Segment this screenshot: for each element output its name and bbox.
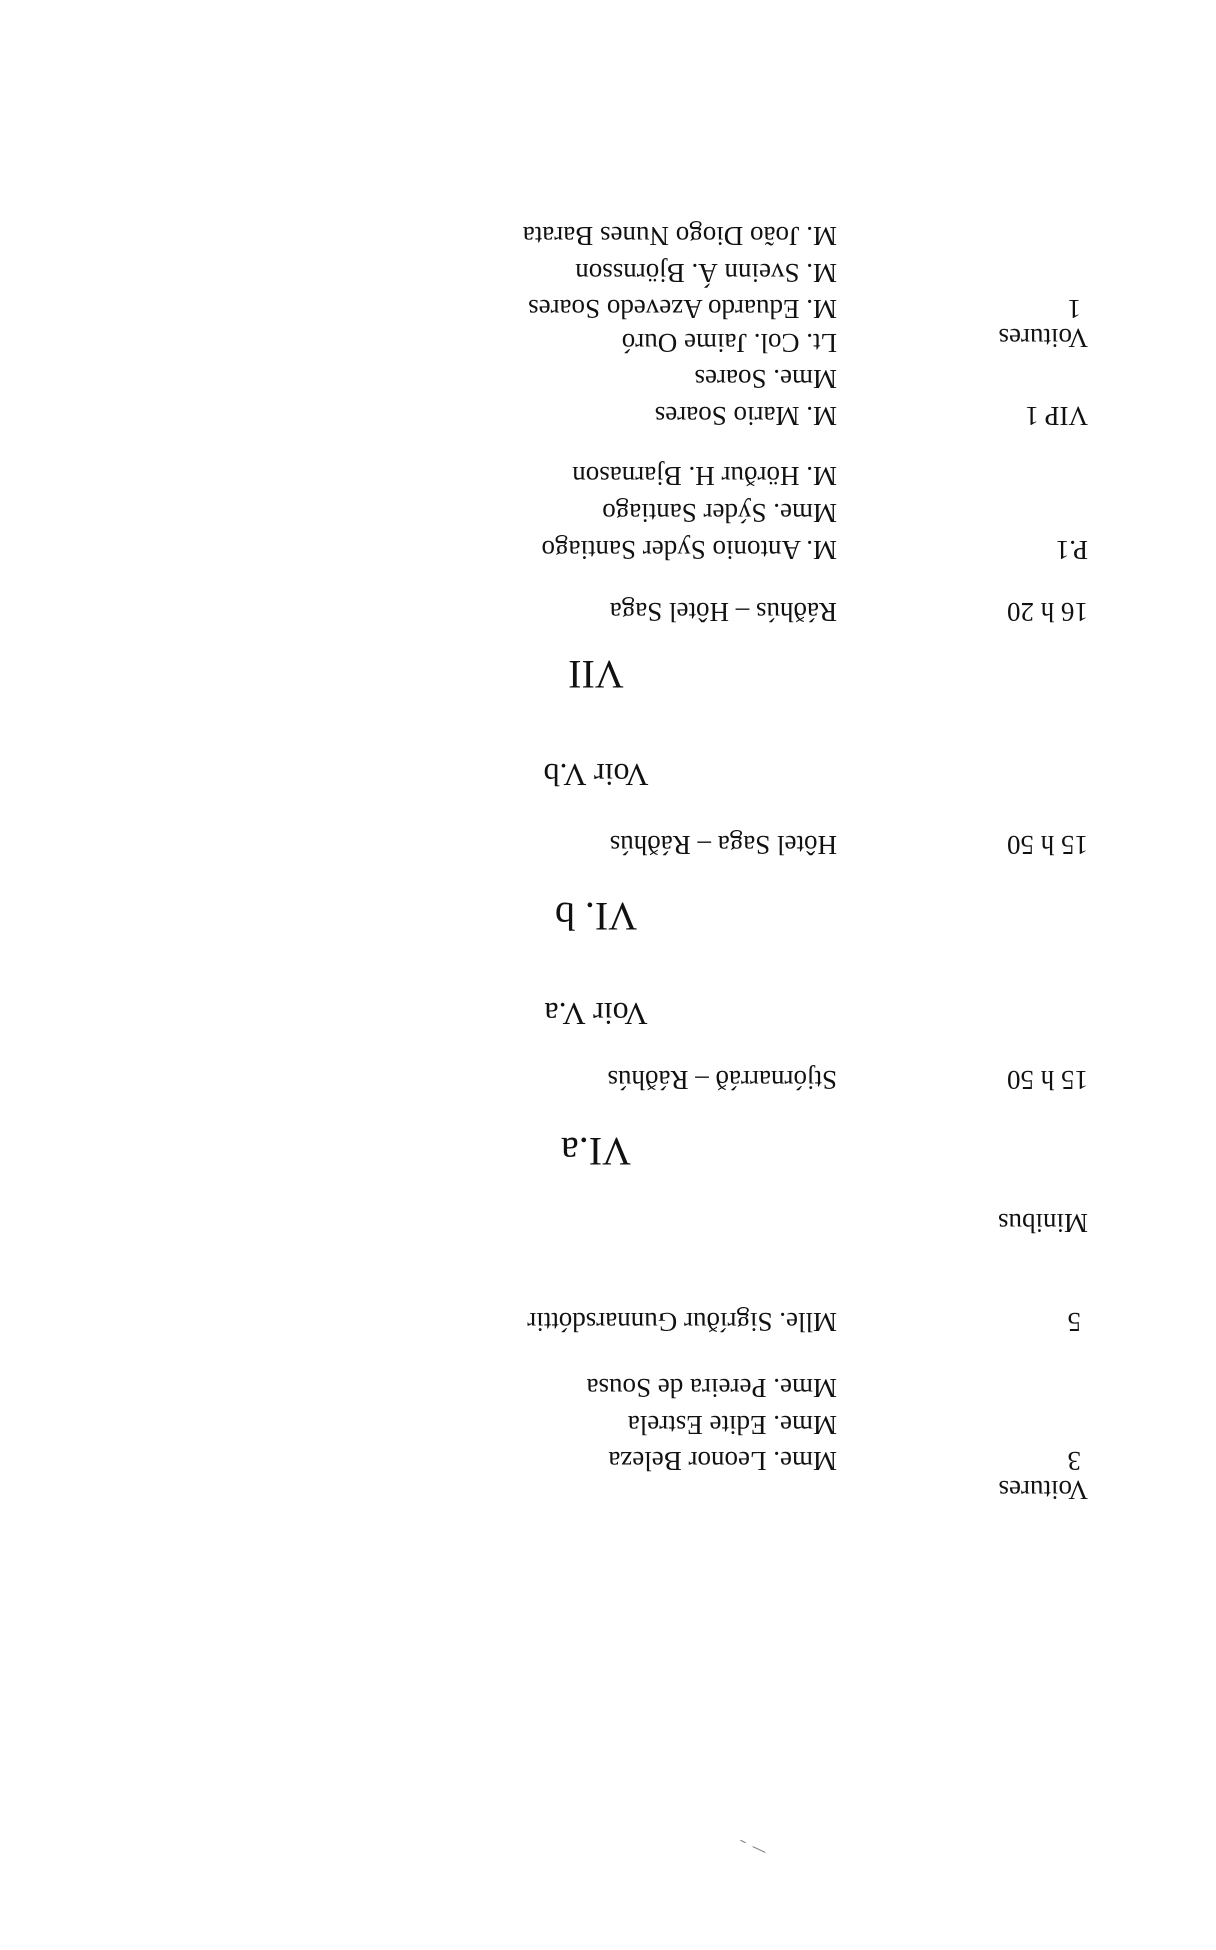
cross-reference: Voir V.a [544, 996, 648, 1032]
departure-time: 15 h 50 [1007, 830, 1088, 860]
passenger-name: M. João Diogo Nunes Barata [522, 221, 837, 251]
passenger-name: Lt. Col. Jaime Ouró [621, 328, 837, 358]
section-heading: VI. b [554, 894, 638, 939]
route: Hôtel Saga – Ráðhús [609, 830, 837, 860]
passenger-name: M. Antonio Syder Santiago [541, 535, 837, 565]
vehicle-label: Minibus [997, 1208, 1088, 1238]
passenger-name: Mme. Soares [694, 364, 837, 394]
passenger-name: Mme. Edite Estrela [627, 1410, 837, 1440]
section-heading: VI.a [561, 1129, 631, 1174]
passenger-name: Mlle. Sigríður Gunnarsdóttir [527, 1307, 837, 1337]
passenger-name: M. Sveinn Á. Björnsson [575, 258, 837, 288]
route: Ráðhús – Hôtel Saga [609, 597, 837, 627]
departure-time: 16 h 20 [1007, 597, 1088, 627]
scan-speck [752, 1846, 765, 1853]
vehicle-label: VIP 1 [1025, 401, 1088, 431]
section-heading: VII [568, 652, 624, 697]
vehicle-label: Voitures [998, 1475, 1088, 1505]
passenger-name: M. Hörður H. Bjarnason [572, 461, 837, 491]
vehicle-label: Voitures [998, 323, 1088, 353]
vehicle-number: 5 [1067, 1307, 1081, 1337]
route: Stjórnarráð – Ráðhús [607, 1065, 837, 1095]
passenger-name: M. Eduardo Azevedo Soares [528, 294, 837, 324]
vehicle-number: 1 [1067, 294, 1081, 324]
vehicle-label: P.1 [1055, 535, 1088, 565]
passenger-name: Mme. Leonor Beleza [608, 1446, 837, 1476]
cross-reference: Voir V.b [543, 757, 649, 793]
passenger-name: Mme. Sýder Santiago [602, 498, 837, 528]
vehicle-number: 3 [1067, 1446, 1081, 1476]
passenger-name: Mme. Pereira de Sousa [586, 1373, 837, 1403]
scan-speck [740, 1840, 746, 1843]
passenger-name: M. Mario Soares [654, 401, 837, 431]
departure-time: 15 h 50 [1007, 1065, 1088, 1095]
